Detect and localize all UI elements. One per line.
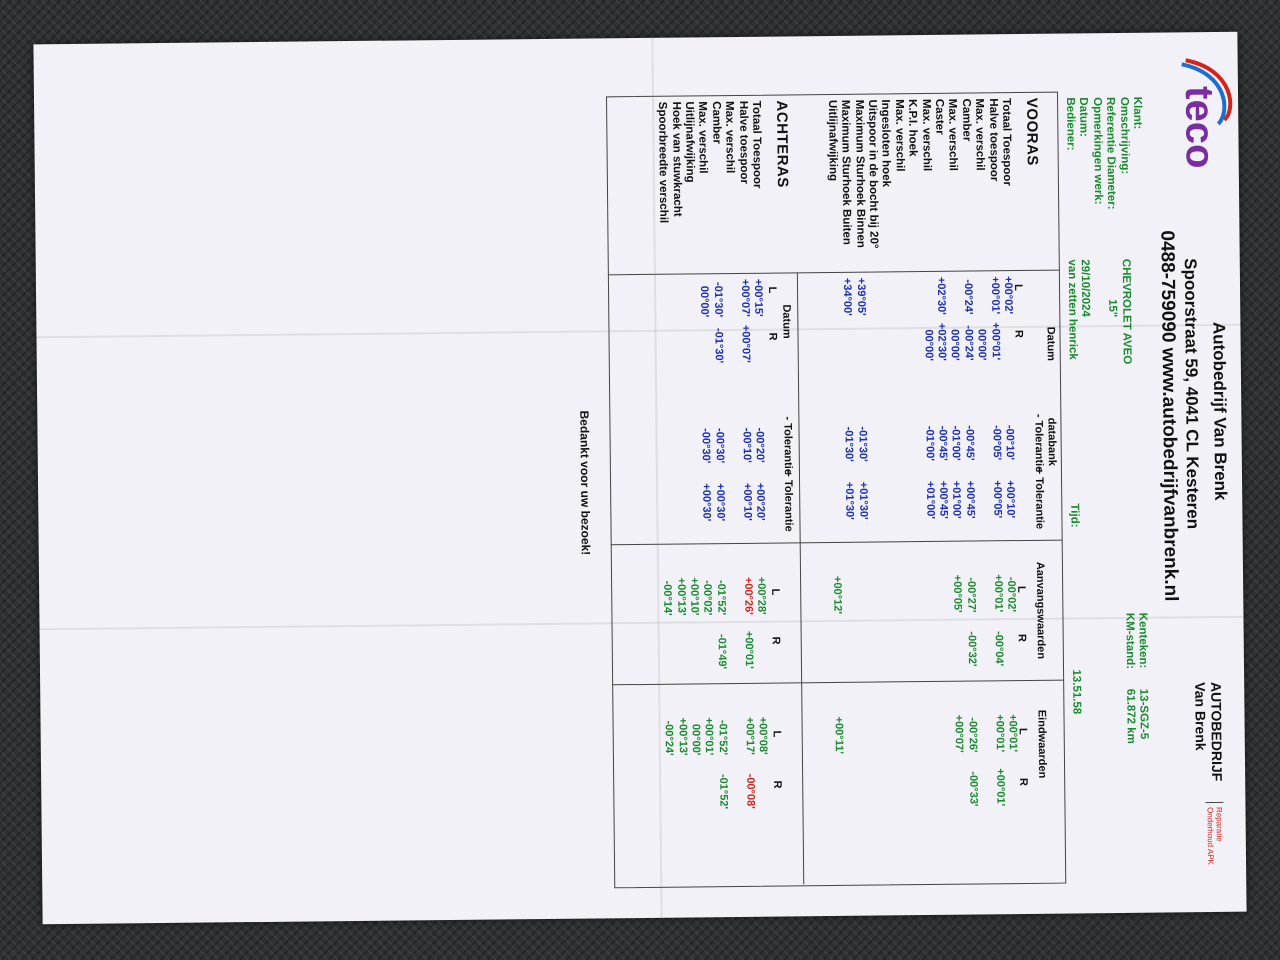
achteras-datum-l — [657, 273, 765, 318]
eind-value: +00°08' — [756, 716, 769, 755]
label-klant: Klant: — [1131, 96, 1144, 130]
datum-value — [880, 271, 894, 315]
tolerance-min-value — [685, 413, 699, 463]
achteras-eind-r — [662, 757, 770, 810]
tolerance-min-value: -01°30' — [856, 426, 869, 462]
brand-tagline: Reparatie Onderhoud APK — [1205, 802, 1224, 867]
datum-value: +34°00' — [841, 277, 854, 316]
achteras-plus-tolerantie — [659, 471, 767, 522]
datum-value: +00°07' — [738, 278, 751, 317]
aanvang-value — [896, 561, 910, 613]
tolerance-plus-value — [909, 469, 923, 519]
eind-value: -00°26' — [966, 717, 979, 753]
aanvang-value — [687, 617, 701, 669]
tolerance-plus-value: +00°20' — [754, 482, 767, 521]
row-label: Maximum Sturhoek Buiten — [839, 99, 853, 245]
achteras-min-tolerantie — [658, 413, 766, 464]
eind-value: -01°52' — [716, 773, 730, 810]
aanvang-value — [727, 617, 741, 669]
tolerance-plus-value — [976, 468, 990, 518]
datum-value — [671, 320, 685, 364]
eind-value — [831, 756, 845, 808]
aanvang-value — [843, 562, 857, 614]
tolerance-min-value: -00°20' — [753, 427, 766, 463]
row-label: Max. verschil — [892, 99, 906, 172]
col-header-datum: Datum — [1044, 326, 1057, 361]
datum-value — [840, 318, 854, 362]
aanvang-value — [857, 616, 871, 668]
aanvang-value — [870, 615, 884, 667]
datum-value — [657, 320, 671, 364]
achteras-col-min: - Tolerantie — [781, 416, 794, 475]
vooras-eind-r — [831, 754, 1019, 808]
row-label: Max. verschil — [696, 101, 710, 174]
aanvang-value — [884, 615, 898, 667]
eind-value: +00°01' — [1006, 714, 1019, 753]
aanvang-value: +00°13' — [674, 577, 688, 616]
tolerance-plus-value: +00°30' — [700, 483, 713, 522]
label-bediener: Bediener: — [1064, 97, 1077, 151]
aanvang-value — [674, 618, 688, 670]
datum-value — [751, 319, 765, 363]
eind-value — [729, 757, 743, 809]
vooras-aanvang-r — [830, 614, 1018, 668]
datum-value: +00°15' — [751, 278, 765, 317]
achteras-col-aanvang-r: R — [769, 636, 782, 645]
datum-value: +00°01' — [988, 322, 1002, 361]
value-referentie: 15" — [1106, 298, 1119, 318]
eind-value: 00°00' — [689, 723, 702, 756]
datum-value — [947, 271, 961, 315]
tolerance-min-value: -00°45' — [936, 425, 949, 461]
tolerance-min-value: -00°45' — [963, 425, 976, 461]
tolerance-plus-value: +00°10' — [1004, 480, 1017, 519]
eind-value — [938, 701, 952, 753]
achteras-col-eind-l: L — [770, 730, 783, 738]
tolerance-min-value — [672, 414, 686, 464]
row-label: Max. verschil — [946, 98, 960, 172]
row-label: Max. verschil — [919, 98, 933, 172]
datum-value: -01°30' — [712, 327, 725, 364]
aanvang-value — [856, 562, 870, 614]
aanvang-value — [754, 617, 768, 669]
company-name: Autobedrijf Van Brenk — [1209, 321, 1231, 501]
col-header-min-tolerantie: - Tolerantie — [1032, 413, 1045, 473]
row-label: Spoorbreedte verschil — [656, 101, 670, 224]
tolerance-plus-value: +00°45' — [937, 480, 950, 519]
eind-value — [872, 755, 886, 807]
eind-value — [979, 754, 993, 806]
row-label: Totaal Toespoor — [750, 100, 763, 189]
value-bediener: van zetten henrick — [1065, 259, 1079, 360]
eind-value: +00°11' — [832, 716, 845, 754]
company-contact: 0488-759090 www.autobedrijfvanbrenk.nl — [1156, 230, 1182, 602]
datum-value — [907, 317, 921, 361]
achteras-labels — [655, 101, 763, 224]
eind-value: -00°33' — [966, 771, 980, 807]
eind-value — [689, 757, 703, 809]
eind-value — [858, 756, 872, 808]
row-label: Ingesloten hoek — [879, 99, 893, 188]
eind-value: -01°52' — [716, 719, 729, 756]
eind-value — [885, 755, 899, 807]
eind-value — [925, 755, 939, 807]
aanvang-value: +00°01' — [991, 574, 1005, 613]
aanvang-value — [910, 615, 924, 667]
datum-value: 00°00' — [922, 329, 935, 362]
teco-logo-text: teco — [1176, 85, 1222, 169]
achteras-col-datum-l: L — [766, 286, 779, 294]
aanvang-value — [937, 615, 951, 667]
eind-value — [898, 755, 912, 807]
aanvang-value: +00°01' — [742, 630, 755, 669]
datum-value: 00°00' — [975, 328, 989, 361]
datum-value: 00°00' — [948, 329, 962, 361]
tolerance-plus-value — [828, 470, 842, 520]
eind-value: -00°08' — [743, 773, 757, 809]
aanvang-value — [701, 617, 715, 669]
value-opmerkingen — [1091, 259, 1105, 365]
tolerance-min-value: -01°30' — [842, 426, 856, 462]
vooras-datum-r — [827, 316, 1015, 362]
datum-value — [920, 271, 934, 315]
brand-logo-text: AUTOBEDRIJF Van Brenk — [1192, 681, 1226, 782]
tolerance-plus-value: +00°05' — [990, 480, 1004, 519]
row-label: Camber — [959, 98, 973, 142]
eind-value: +00°01' — [993, 714, 1006, 753]
eind-value: +00°17' — [743, 716, 756, 755]
row-label: Uitlijnafwijking — [825, 99, 839, 182]
aanvang-value — [897, 615, 911, 667]
tolerance-plus-value: +01°30' — [843, 481, 856, 520]
tolerance-min-value — [895, 411, 909, 461]
eind-value — [845, 756, 859, 808]
eind-value — [978, 700, 992, 752]
alignment-report — [33, 32, 1246, 925]
aanvang-value: -01°49' — [715, 633, 728, 670]
value-kenteken: 13-SGZ-5 — [1137, 688, 1150, 740]
row-label: Uitlijnafwijking — [683, 101, 696, 183]
col-header-eindwaarden: Eindwaarden — [1035, 709, 1049, 779]
aanvang-value: -00°14' — [661, 580, 674, 616]
aanvang-value: +00°26' — [741, 576, 755, 615]
row-label: Caster — [933, 98, 946, 135]
tolerance-min-value: -00°30' — [713, 427, 726, 464]
label-datum: Datum: — [1077, 97, 1090, 138]
customer-values — [1064, 259, 1146, 365]
tolerance-plus-value — [895, 469, 909, 519]
datum-value — [867, 271, 881, 315]
datum-value — [974, 270, 988, 314]
tolerance-min-value: -00°10' — [740, 427, 753, 463]
tolerance-plus-value — [672, 472, 686, 522]
col-header-eind-r: R — [1017, 777, 1030, 787]
eind-value: +00°07' — [952, 714, 966, 753]
datum-value: +00°07' — [739, 324, 752, 363]
tolerance-plus-value: +00°10' — [740, 482, 754, 521]
vooras-plus-tolerantie — [828, 468, 1016, 520]
aanvang-value — [870, 561, 884, 613]
tolerance-plus-value: +01°00' — [923, 480, 937, 520]
aanvang-value — [977, 614, 991, 666]
tolerance-min-value: -00°10' — [1003, 424, 1016, 461]
tolerance-plus-value — [726, 471, 740, 521]
aanvang-value — [830, 616, 844, 668]
section-title-achteras: ACHTERAS — [773, 100, 791, 188]
label-referentie: Referentie Diameter: — [1104, 96, 1118, 210]
datum-value — [867, 317, 881, 361]
aanvang-value — [843, 616, 857, 668]
row-label: Halve toespoor — [736, 100, 750, 185]
datum-value: +39°05' — [854, 277, 868, 316]
achteras-col-datum: Datum — [780, 304, 793, 339]
col-header-aanvang-r: R — [1015, 633, 1028, 643]
tolerance-min-value — [881, 411, 895, 461]
tolerance-min-value: -01°00' — [923, 425, 936, 462]
eind-value: +00°01' — [702, 717, 716, 756]
tolerance-plus-value: +00°30' — [713, 483, 727, 522]
eind-value — [871, 701, 885, 753]
tolerance-plus-value — [686, 471, 700, 521]
tolerance-min-value — [658, 414, 672, 464]
col-header-plus-tolerantie: + Tolerantie — [1032, 467, 1046, 530]
label-km: KM-stand: — [1123, 612, 1137, 670]
aanvang-value — [937, 561, 951, 613]
vooras-datum-l — [826, 270, 1014, 316]
datum-value: -00°24' — [962, 325, 975, 361]
datum-value: +00°02' — [1001, 276, 1015, 315]
value-datum: 29/10/2024 — [1079, 259, 1092, 317]
achteras-col-datum-r: R — [766, 332, 779, 341]
datum-value: -01°30' — [711, 281, 725, 318]
datum-value — [826, 272, 840, 316]
datum-value — [894, 317, 908, 361]
datum-value — [907, 271, 921, 315]
achteras-col-plus: + Tolerantie — [781, 470, 795, 532]
tolerance-min-value: -00°05' — [990, 425, 1003, 461]
section-title-vooras: VOORAS — [1023, 97, 1041, 166]
company-address: Spoorstraat 59, 4041 CL Kesteren — [1180, 258, 1203, 530]
col-header-eind-l: L — [1016, 727, 1029, 735]
achteras-aanvang-r — [660, 617, 768, 670]
tolerance-min-value — [908, 411, 922, 461]
datum-value — [880, 317, 894, 361]
datum-value — [854, 318, 868, 362]
datum-value — [670, 274, 684, 318]
footer-thanks: Bedankt voor uw bezoek! — [577, 410, 593, 556]
value-klant — [1131, 259, 1145, 365]
eind-value — [702, 757, 716, 809]
datum-value — [724, 319, 738, 363]
eind-value — [898, 701, 912, 753]
eind-value — [912, 755, 926, 807]
aanvang-value — [883, 561, 897, 613]
eind-value — [952, 755, 966, 807]
col-header-datum-r: R — [1012, 329, 1025, 339]
aanvang-value — [950, 615, 964, 667]
datum-value — [684, 319, 698, 363]
achteras-col-aanvang-l: L — [769, 588, 782, 596]
aanvang-value: -00°02' — [701, 580, 714, 616]
value-tijd: 13.51.58 — [1070, 669, 1083, 715]
aanvang-value — [727, 563, 741, 615]
label-opmerkingen: Opmerkingen werk: — [1090, 97, 1104, 205]
tolerance-min-value — [725, 413, 739, 463]
label-omschrijving: Omschrijving: — [1117, 96, 1131, 175]
col-header-databank: databank — [1045, 417, 1058, 467]
aanvang-value: -00°32' — [965, 631, 978, 667]
row-label: Max. verschil — [973, 98, 987, 171]
datum-value — [697, 319, 711, 363]
eind-value — [675, 758, 689, 810]
datum-value — [1001, 316, 1015, 360]
aanvang-value: -01°52' — [714, 579, 728, 616]
col-header-aanvangswaarden: Aanvangswaarden — [1033, 561, 1047, 660]
tolerance-plus-value: +01°00' — [950, 480, 963, 519]
datum-value: +00°01' — [988, 276, 1001, 315]
vooras-min-tolerantie — [828, 410, 1016, 462]
tolerance-plus-value — [882, 469, 896, 519]
vooras-aanvang-l — [829, 560, 1017, 614]
aanvang-value: -00°27' — [964, 577, 978, 613]
aanvang-value — [1004, 614, 1018, 666]
row-label: Totaal Toespoor — [1000, 98, 1013, 186]
eind-value — [662, 758, 676, 810]
row-label: Hoek van stuwkracht — [669, 101, 683, 217]
tolerance-plus-value: +01°30' — [856, 481, 870, 520]
eind-value — [939, 755, 953, 807]
datum-value — [684, 273, 698, 317]
datum-value: 00°00' — [698, 285, 711, 318]
eind-value — [756, 757, 770, 809]
eind-value: +00°01' — [993, 768, 1007, 807]
aanvang-value: -00°04' — [992, 631, 1005, 667]
tolerance-plus-value — [659, 472, 673, 522]
eind-value — [911, 701, 925, 753]
aanvang-value — [924, 615, 938, 667]
aanvang-value — [660, 618, 674, 670]
datum-value: +02°30' — [934, 276, 948, 315]
aanvang-value — [910, 561, 924, 613]
brand-logo — [1192, 682, 1225, 792]
value-km: 61.872 km — [1124, 688, 1137, 744]
aanvang-value: +00°28' — [755, 576, 768, 615]
aanvang-value: +00°12' — [830, 575, 844, 615]
tolerance-plus-value — [869, 469, 883, 519]
achteras-eind-l — [661, 703, 769, 756]
customer-labels — [1063, 97, 1145, 210]
aanvang-value: +00°05' — [951, 574, 964, 613]
value-omschrijving: CHEVROLET AVEO — [1119, 258, 1133, 365]
eind-value — [884, 701, 898, 753]
row-label: Max. verschil — [723, 100, 737, 174]
achteras-col-eind-r: R — [771, 780, 784, 789]
datum-value — [893, 271, 907, 315]
eind-value — [925, 701, 939, 753]
tolerance-min-value: -01°00' — [949, 425, 963, 461]
tolerance-min-value — [975, 410, 989, 460]
eind-value — [858, 702, 872, 754]
eind-value — [844, 702, 858, 754]
datum-value — [657, 274, 671, 318]
datum-value: -00°24' — [961, 279, 975, 315]
tolerance-min-value: -00°30' — [699, 428, 713, 464]
achteras-aanvang-l — [660, 563, 768, 616]
col-header-datum-l: L — [1011, 283, 1025, 291]
eind-value — [728, 703, 742, 755]
teco-logo — [1174, 50, 1246, 201]
eind-value — [1006, 754, 1020, 806]
row-label: Uitspoor in de bocht bij 20° — [866, 99, 880, 249]
row-label: Maximum Sturhoek Binnen — [852, 99, 867, 248]
row-label: K.P.I. hoek — [906, 99, 919, 157]
label-tijd: Tijd: — [1068, 503, 1081, 528]
tolerance-plus-value: +00°45' — [963, 480, 977, 519]
vooras-labels — [825, 98, 1014, 249]
aanvang-value: +00°10' — [688, 577, 701, 616]
eind-value: +00°13' — [676, 717, 689, 756]
vooras-eind-l — [831, 700, 1019, 754]
datum-value — [724, 273, 738, 317]
aanvang-value: -00°02' — [1005, 576, 1018, 613]
tolerance-min-value — [868, 411, 882, 461]
achteras-datum-r — [657, 319, 765, 364]
printout-paper — [33, 32, 1246, 925]
tolerance-min-value — [828, 412, 842, 462]
datum-value — [827, 318, 841, 362]
datum-value: +02°30' — [935, 322, 948, 361]
row-label: Halve toespoor — [986, 98, 1000, 182]
aanvang-value — [977, 560, 991, 612]
row-label: Camber — [709, 101, 723, 145]
eind-value: -00°24' — [662, 720, 676, 756]
label-kenteken: Kenteken: — [1136, 612, 1150, 669]
col-header-aanvang-l: L — [1015, 585, 1028, 593]
aanvang-value — [923, 561, 937, 613]
